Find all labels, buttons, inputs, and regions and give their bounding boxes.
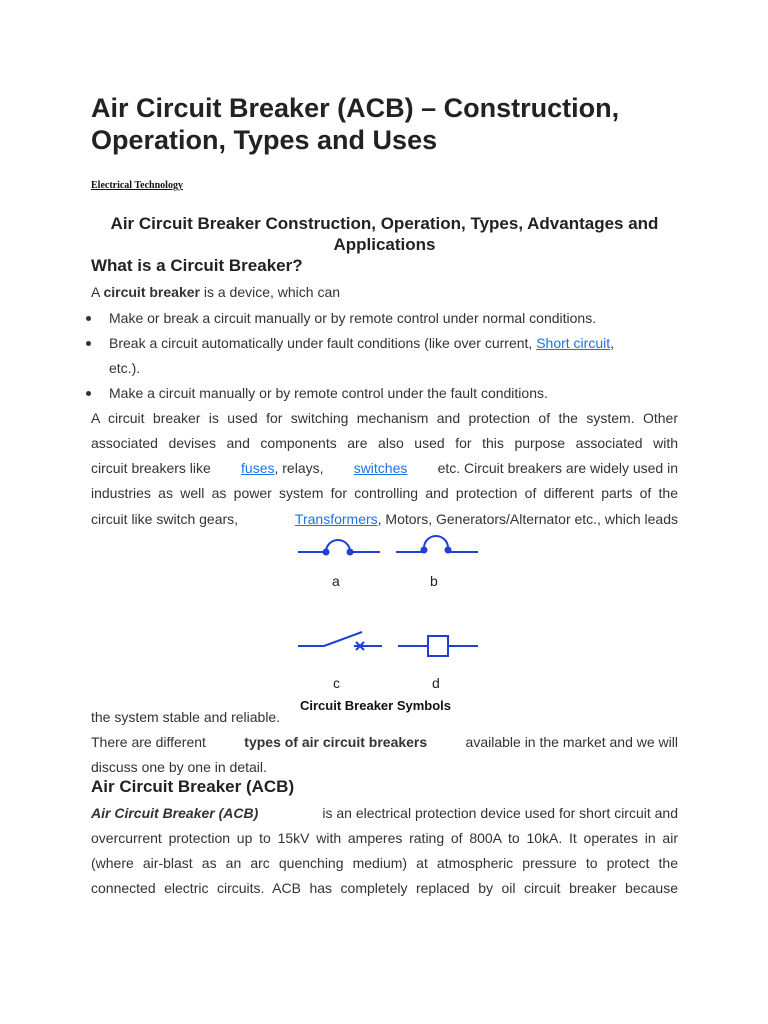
article-subtitle xyxy=(91,213,678,255)
para-line3-a: circuit breakers like xyxy=(91,460,211,476)
symbol-label-b: b xyxy=(430,573,438,589)
intro-bold: circuit breaker xyxy=(103,284,200,300)
types-b: available in the market and we will xyxy=(465,734,678,750)
bullet-text-3: Make a circuit manually or by remote control under the fault conditions. xyxy=(109,385,548,401)
paragraph-line: the system stable and reliable. xyxy=(91,709,281,725)
bullet-text-2 xyxy=(109,331,678,381)
symbol-d xyxy=(398,636,478,656)
paragraph-line xyxy=(91,456,678,481)
symbol-c xyxy=(298,632,382,650)
symbol-label-a: a xyxy=(332,573,340,589)
paragraph-line xyxy=(91,507,678,532)
article-title xyxy=(91,92,691,156)
intro-a: A xyxy=(91,284,100,300)
para-line3-b: , relays, xyxy=(274,460,324,476)
types-paragraph xyxy=(91,730,678,755)
symbol-a xyxy=(298,540,380,555)
para-line5-b: , Motors, Generators/Alternator etc., which leads xyxy=(377,511,678,527)
circuit-breaker-symbols-figure xyxy=(290,530,490,660)
bullet-2-text: Break a circuit automatically under fault conditions (like over current, xyxy=(109,335,533,351)
bullet-text-1: Make or break a circuit manually or by remote control under normal conditions. xyxy=(109,310,597,326)
intro-rest: is a device, which can xyxy=(203,284,341,300)
symbol-label-c: c xyxy=(333,675,340,691)
acb-paragraph-line xyxy=(91,801,678,826)
bullet-2-comma: , xyxy=(610,335,615,351)
types-a: There are different xyxy=(91,734,206,750)
short-circuit-link[interactable]: Short circuit xyxy=(536,335,611,351)
fuses-link[interactable]: fuses xyxy=(241,460,275,476)
acb-line1-rest: is an electrical protection device used for short circuit and xyxy=(322,805,678,821)
paragraph-line: associated devises and components are also used for this purpose associated with xyxy=(91,435,678,451)
article-title-line2: Operation, Types and Uses xyxy=(91,125,438,155)
bullet-2-etc: etc.). xyxy=(109,360,141,376)
acb-paragraph-line: connected electric circuits. ACB has completely replaced by oil circuit breaker because xyxy=(91,880,678,896)
intro-paragraph xyxy=(91,280,678,305)
types-bold: types of air circuit breakers xyxy=(244,734,428,750)
acb-bold-italic: Air Circuit Breaker (ACB) xyxy=(91,805,259,821)
paragraph-line: A circuit breaker is used for switching mechanism and protection of the system. Other xyxy=(91,410,678,426)
symbol-b xyxy=(396,536,478,553)
para-line5-a: circuit like switch gears, xyxy=(91,511,239,527)
subtitle-line2: Applications xyxy=(333,235,436,254)
acb-paragraph-line: overcurrent protection up to 15kV with amperes rating of 800A to 10kA. It operates in air xyxy=(91,830,678,846)
section-heading-circuit-breaker: What is a Circuit Breaker? xyxy=(91,256,303,275)
section-heading-acb: Air Circuit Breaker (ACB) xyxy=(91,777,295,796)
symbol-label-d: d xyxy=(432,675,440,691)
bullet-icon xyxy=(86,341,91,346)
category-link[interactable]: Electrical Technology xyxy=(91,180,183,191)
subtitle-line1: Air Circuit Breaker Construction, Operation, Types, Advantages and xyxy=(110,214,659,233)
transformers-link[interactable]: Transformers xyxy=(294,511,378,527)
article-title-line1: Air Circuit Breaker (ACB) – Construction, xyxy=(91,93,620,123)
paragraph-line: industries as well as power system for controlling and protection of different parts of the xyxy=(91,485,678,501)
para-line3-c: etc. Circuit breakers are widely used in xyxy=(437,460,678,476)
acb-paragraph-line: (where air-blast as an arc quenching medium) at atmospheric pressure to protect the xyxy=(91,855,678,871)
switches-link[interactable]: switches xyxy=(353,460,408,476)
bullet-icon xyxy=(86,316,91,321)
figure-caption: Circuit Breaker Symbols xyxy=(300,698,452,713)
bullet-icon xyxy=(86,391,91,396)
types-line2: discuss one by one in detail. xyxy=(91,759,267,775)
